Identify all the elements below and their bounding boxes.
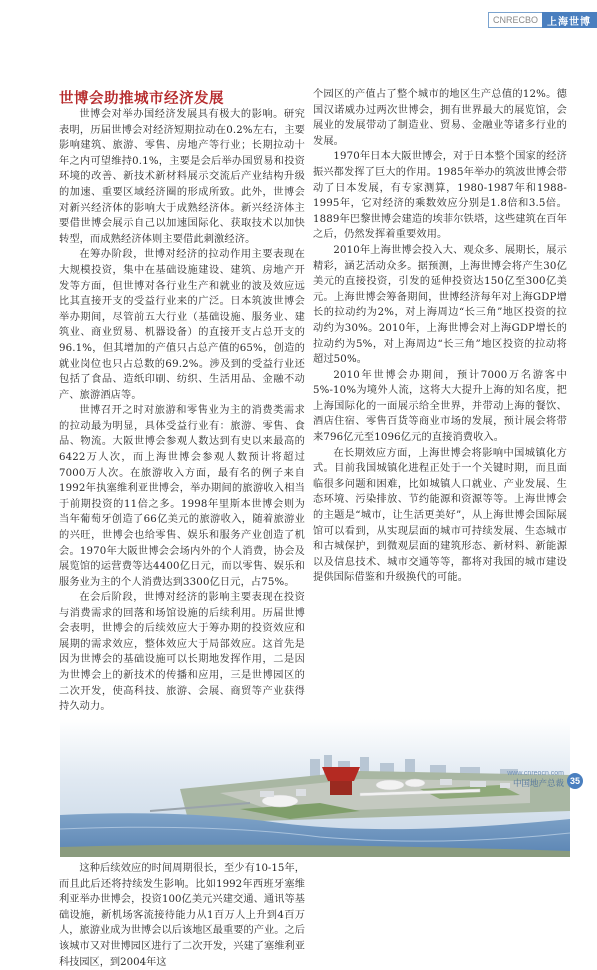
section-header-tag xyxy=(488,12,597,28)
left-column-final xyxy=(59,861,305,970)
left-column xyxy=(59,107,305,590)
body-paragraph: 在筹办阶段，世博对经济的拉动作用主要表现在大规模投资，集中在基础设施建设、建筑、房地产开发等方面，但世博对各行业生产和就业的波及效应远比其直接开支的受益行业来的广泛。日本筑波世博会举办期间，尽管前五大行业（基础设施、服务业、建筑业、商业贸易、机器设备）的直接开支占总开支的96.1%，但其增加的产值只占总产值的65%，创造的就业岗位也只占总数的69.2%。涉及到的受益行业还包括了食品、造纸印刷、纺织、生活用品、金融不动产、旅游酒店等。 xyxy=(59,249,305,401)
page-footer xyxy=(507,770,583,789)
body-paragraph: 个园区的产值占了整个城市的地区生产总值的12%。德国汉诺威办过两次世博会，拥有世界最大的展览馆，会展业的发展带动了制造业、贸易、金融业等诸多行业的发展。 xyxy=(313,89,567,147)
body-paragraph: 2010年世博会办期间，预计7000万名游客中5%-10%为境外人流，这将大大提升上海的知名度，把上海国际化的一面展示给全世界，并带动上海的餐饮、酒店住宿、零售百货等商业市场的发展，预计展会将带来796亿元至1096亿元的直接消费收入。 xyxy=(313,369,567,444)
footer-url: www.cnreocn.com xyxy=(507,770,564,777)
article-title: 世博会助推城市经济发展 xyxy=(59,91,224,107)
footer-text xyxy=(507,770,564,789)
right-column xyxy=(313,87,567,586)
body-paragraph: 这种后续效应的时间周期很长，至少有10-15年，而且此后还将持续发生影响。比如1992年西班牙塞维利亚举办世博会，投资100亿美元兴建交通、通讯等基础设施，新机场客流接待能力从1百万人上升到4百万人，旅游业成为世博会以后该地区最重要的产业。之后该城市又对世博园区进行了二次开发，兴建了塞维利亚科技园区，到2004年这 xyxy=(59,863,305,968)
left-column-lower xyxy=(59,590,305,715)
section-label: 上海世博 xyxy=(542,12,597,28)
body-paragraph: 在长期效应方面，上海世博会将影响中国城镇化方式。目前我国城镇化进程正处于一个关键时期，而且面临很多问题和困难，比如城镇人口就业、产业发展、生态环境、污染排放、节约能源和资源等等。上海世博会的主题是“城市，让生活更美好”，从上海世博会国际展馆可以看到，从实现层面的城市可持续发展、生态城市和古城保护，到微观层面的建筑形态、新材料、新能源以及信息技术、城市交通等等，都将对我国的城市建设提供国际借鉴和升级换代的可能。 xyxy=(313,447,567,584)
body-paragraph: 世博会对举办国经济发展具有极大的影响。研究表明，历届世博会对经济短期拉动在0.2%左右，主要影响建筑、旅游、零售、房地产等行业；长期拉动十年之内可望维持0.1%，主要是会后举办国贸易和投资环境的改善、新技术新材料展示交流后产业结构升级的加速、重要区域经济圈的形成所致。此外，世博会对新兴经济体的影响大于成熟经济体。新兴经济体主要借世博会展示自己以加速国际化、获取技术以加快转型，而成熟经济体则主要借此刺激经济。 xyxy=(59,109,305,245)
page-number: 35 xyxy=(567,773,583,789)
body-paragraph: 世博召开之时对旅游和零售业为主的消费类需求的拉动最为明显，具体受益行业有：旅游、零售、食品、物流。大阪世博会参观人数达到有史以来最高的6422万人次，而上海世博会参观人数预计将超过7000万人次。在旅游收入方面，最有名的例子来自1992年执塞维利亚世博会，举办期间的旅游收入相当于前期投资的11倍之多。1998年里斯本世博会则为当年葡萄牙创造了66亿美元的旅游收入，随着旅游业的兴旺，世博会也给零售、娱乐和服务产业创造了机会。1970年大阪世博会会场内外的个人消费，协会及展览馆的运营费等达4400亿日元，而以零售、娱乐和服务业为主的个人消费达到3300亿日元，占75%。 xyxy=(59,405,305,588)
magazine-name: 中国地产总裁 xyxy=(512,779,564,789)
expo-aerial-illustration xyxy=(60,719,570,857)
body-paragraph: 2010年上海世博会投入大、观众多、展期长，展示精彩，涵艺活动众多。据预测，上海世博会将产生30亿美元的直接投资，引发的延伸投资达150亿至300亿美元。上海世博会筹备期间，世博经济每年对上海GDP增长的拉动约为2%，对上海周边“长三角”地区投资的拉动约为30%。2010年，上海世博会对上海GDP增长的拉动约为5%，对上海周边“长三角”地区投资的拉动将超过50%。 xyxy=(313,244,567,366)
body-paragraph: 在会后阶段，世博对经济的影响主要表现在投资与消费需求的回落和场馆设施的后续利用。历届世博会表明，世博会的后续效应大于筹办期的投资效应和展期的需求效应，整体效应大于局部效应。这首先是因为世博会的基础设施可以长期地发挥作用，二是因为世博会上的新技术的传播和应用，三是世博园区的二次开发，使高科技、旅游、会展、商贸等产业获得持久动力。 xyxy=(59,592,305,713)
body-paragraph: 1970年日本大阪世博会，对于日本整个国家的经济振兴都发挥了巨大的作用。1985年举办的筑波世博会带动了日本发展，有专家测算，1980-1987年和1988-1995年，它对经济的乘数效应分别是1.8倍和3.5倍。1889年巴黎世博会建造的埃菲尔铁塔，这些建筑在百年之后，仍然发挥着重要效用。 xyxy=(313,151,567,241)
expo-aerial-photo xyxy=(60,719,570,857)
brand-label: CNRECBO xyxy=(488,12,542,28)
